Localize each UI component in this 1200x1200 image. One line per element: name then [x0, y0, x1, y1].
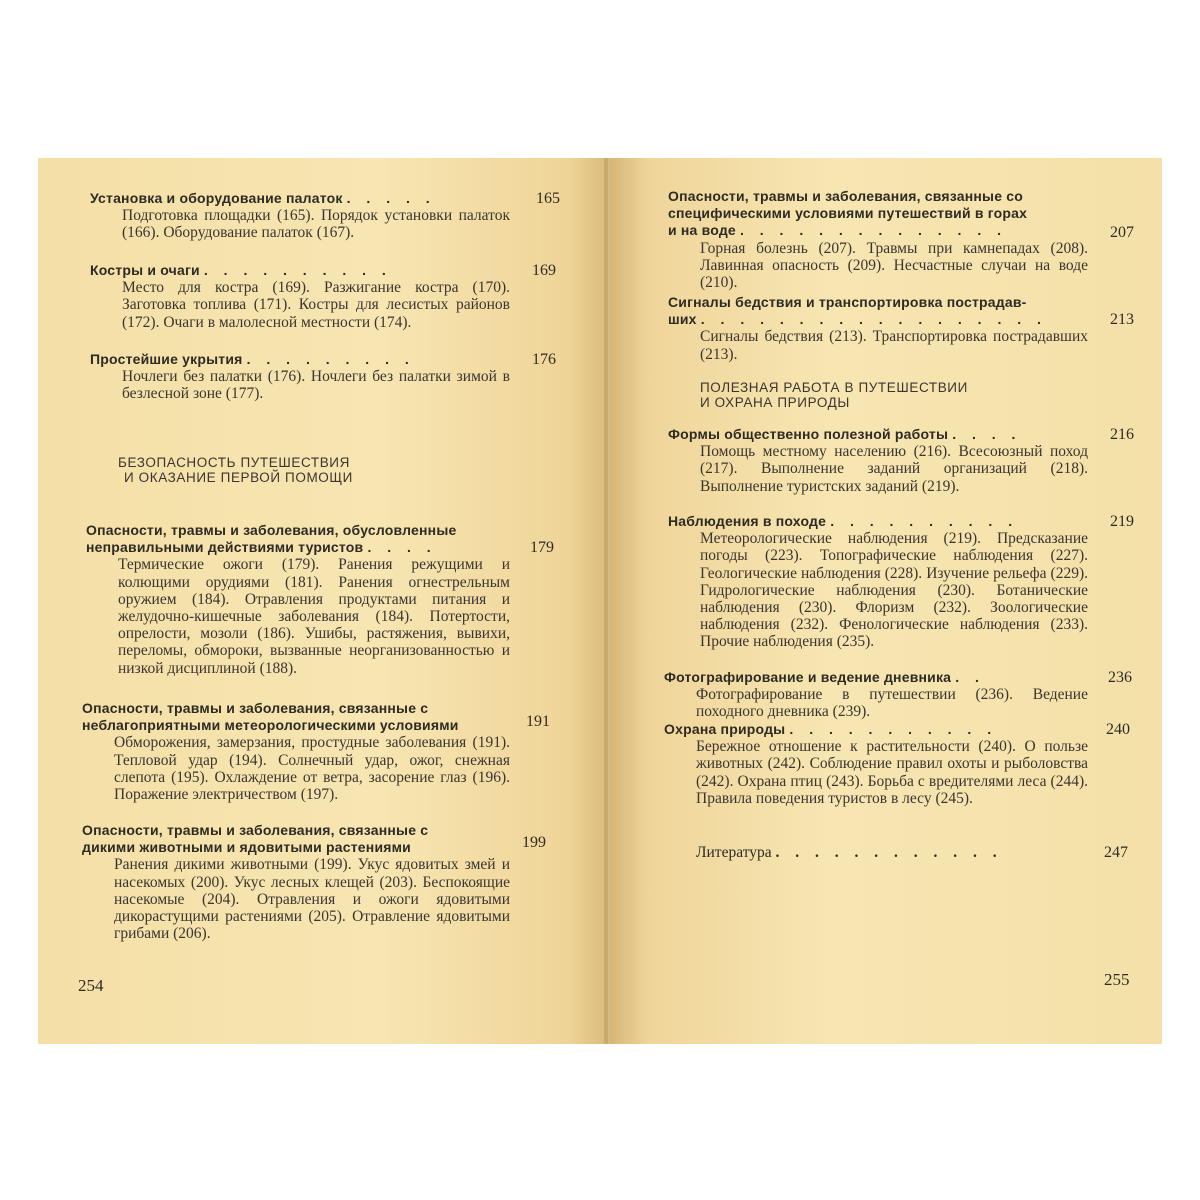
page-number-right: 255: [1104, 970, 1130, 989]
entry-subtopics: Подготовка площадки (165). Порядок установки палаток (166). Оборудование палаток (167).: [122, 207, 510, 242]
entry-subtopics: Термические ожоги (179). Ранения режущими и колющими орудиями (181). Ранения огнестрельным оружием (184). Отравления продуктами питания и желудочно-кишечные заболевания (184). Потертости, опрелости, мозоли (186). Ушибы, растяжения, вывихи, переломы, обмороки, вызванные неорганизованностью и низкой дисциплиной (188).: [118, 556, 510, 677]
entry-page-number: 176: [532, 351, 556, 368]
entry-subtopics: Сигналы бедствия (213). Транспортировка пострадавших (213).: [700, 328, 1088, 363]
entry-subtopics: Фотографирование в путешествии (236). Ведение походного дневника (239).: [696, 686, 1088, 721]
entry-page-number: 213: [1110, 311, 1134, 328]
entry-page-number: 199: [522, 834, 546, 851]
entry-subtopics: Ранения дикими животными (199). Укус ядовитых змей и насекомых (200). Укус лесных клещей (203). Беспокоящие насекомые (204). Отравления и ожоги ядовитыми дикорастущими растениями (205). Отравление ядовитыми грибами (206).: [114, 856, 510, 943]
entry-heading: Опасности, травмы и заболевания, связанные с дикими животными и ядовитыми растениями: [82, 822, 429, 856]
section-title: БЕЗОПАСНОСТЬ ПУТЕШЕСТВИЯ И ОКАЗАНИЕ ПЕРВОЙ ПОМОЩИ: [118, 455, 353, 485]
section-title: ПОЛЕЗНАЯ РАБОТА В ПУТЕШЕСТВИИ И ОХРАНА ПРИРОДЫ: [700, 380, 968, 410]
toc-entry: [668, 513, 1088, 651]
entry-page-number: 219: [1110, 513, 1134, 530]
toc-entry: [82, 822, 510, 942]
toc-entry: [90, 351, 510, 403]
entry-subtopics: Метеорологические наблюдения (219). Предсказание погоды (223). Топографические наблюдения (227). Геологические наблюдения (228). Изучение рельефа (229). Гидрологические наблюдения (230). Ботанические наблюдения (230). Флоризм (232). Зоологические наблюдения (232). Фенологические наблюдения (233). Прочие наблюдения (235).: [700, 530, 1088, 651]
entry-page-number: 247: [1104, 844, 1128, 861]
entry-heading: Простейшие укрытия . . . . . . . . .: [90, 351, 415, 367]
entry-subtopics: Ночлеги без палатки (176). Ночлеги без палатки зимой в безлесной зоне (177).: [122, 368, 510, 403]
right-page: [610, 158, 1162, 1044]
toc-entry: [668, 294, 1088, 363]
entry-page-number: 179: [530, 539, 554, 556]
entry-page-number: 165: [536, 190, 560, 207]
toc-entry: [86, 522, 510, 677]
left-page: [38, 158, 608, 1044]
entry-subtopics: Место для костра (169). Разжигание костра (170). Заготовка топлива (171). Костры для лесистых районов (172). Очаги в малолесной местности (174).: [122, 279, 510, 331]
toc-entry: [668, 426, 1088, 495]
entry-heading: Наблюдения в походе . . . . . . . . . .: [668, 513, 1019, 529]
entry-heading: Опасности, травмы и заболевания, связанные с неблагоприятными метеорологическими условиями: [82, 700, 459, 734]
entry-page-number: 236: [1108, 669, 1132, 686]
toc-entry: [668, 188, 1088, 291]
entry-page-number: 207: [1110, 224, 1134, 241]
entry-subtopics: Горная болезнь (207). Травмы при камнепадах (208). Лавинная опасность (209). Несчастные случаи на воде (210).: [700, 239, 1088, 292]
entry-heading: Формы общественно полезной работы . . . .: [668, 426, 1022, 442]
entry-heading: Фотографирование и ведение дневника . .: [664, 669, 985, 685]
entry-subtopics: Помощь местному населению (216). Всесоюзный поход (217). Выполнение заданий организаций (218). Выполнение туристских заданий (219).: [700, 443, 1088, 495]
entry-heading: Опасности, травмы и заболевания, связанные со специфическими условиями путешествий в горах и на воде . . . . . . . . . . . . . .: [668, 188, 1028, 239]
toc-entry: [664, 669, 1088, 721]
entry-heading: Охрана природы . . . . . . . . . . .: [664, 721, 998, 737]
entry-heading: Костры и очаги . . . . . . . . . .: [90, 262, 392, 278]
entry-subtopics: Бережное отношение к растительности (240). О пользе животных (242). Соблюдение правил охоты и рыболовства (242). Охрана птиц (243). Борьба с вредителями леса (244). Правила поведения туристов в лесу (245).: [696, 738, 1088, 807]
toc-entry-literature: Литература . . . . . . . . . . . .: [696, 844, 1003, 861]
toc-entry: [82, 700, 510, 803]
page-number-left: 254: [78, 976, 104, 995]
entry-heading: Установка и оборудование палаток . . . . .: [90, 190, 436, 206]
toc-entry: [664, 721, 1088, 807]
entry-page-number: 216: [1110, 426, 1134, 443]
entry-heading: Сигналы бедствия и транспортировка пострадав- ших . . . . . . . . . . . . . . . . . .: [668, 294, 1047, 328]
entry-page-number: 240: [1106, 721, 1130, 738]
entry-page-number: 191: [526, 713, 550, 730]
toc-entry: [90, 262, 510, 331]
entry-heading: Опасности, травмы и заболевания, обусловленные неправильными действиями туристов . . . .: [86, 522, 457, 556]
entry-subtopics: Обморожения, замерзания, простудные заболевания (191). Тепловой удар (194). Солнечный удар, ожог, снежная слепота (195). Охлаждение от ветра, засорение глаз (196). Поражение электричеством (197).: [114, 734, 510, 804]
toc-entry: [90, 190, 510, 242]
book-spread: [38, 158, 1162, 1044]
entry-page-number: 169: [532, 262, 556, 279]
